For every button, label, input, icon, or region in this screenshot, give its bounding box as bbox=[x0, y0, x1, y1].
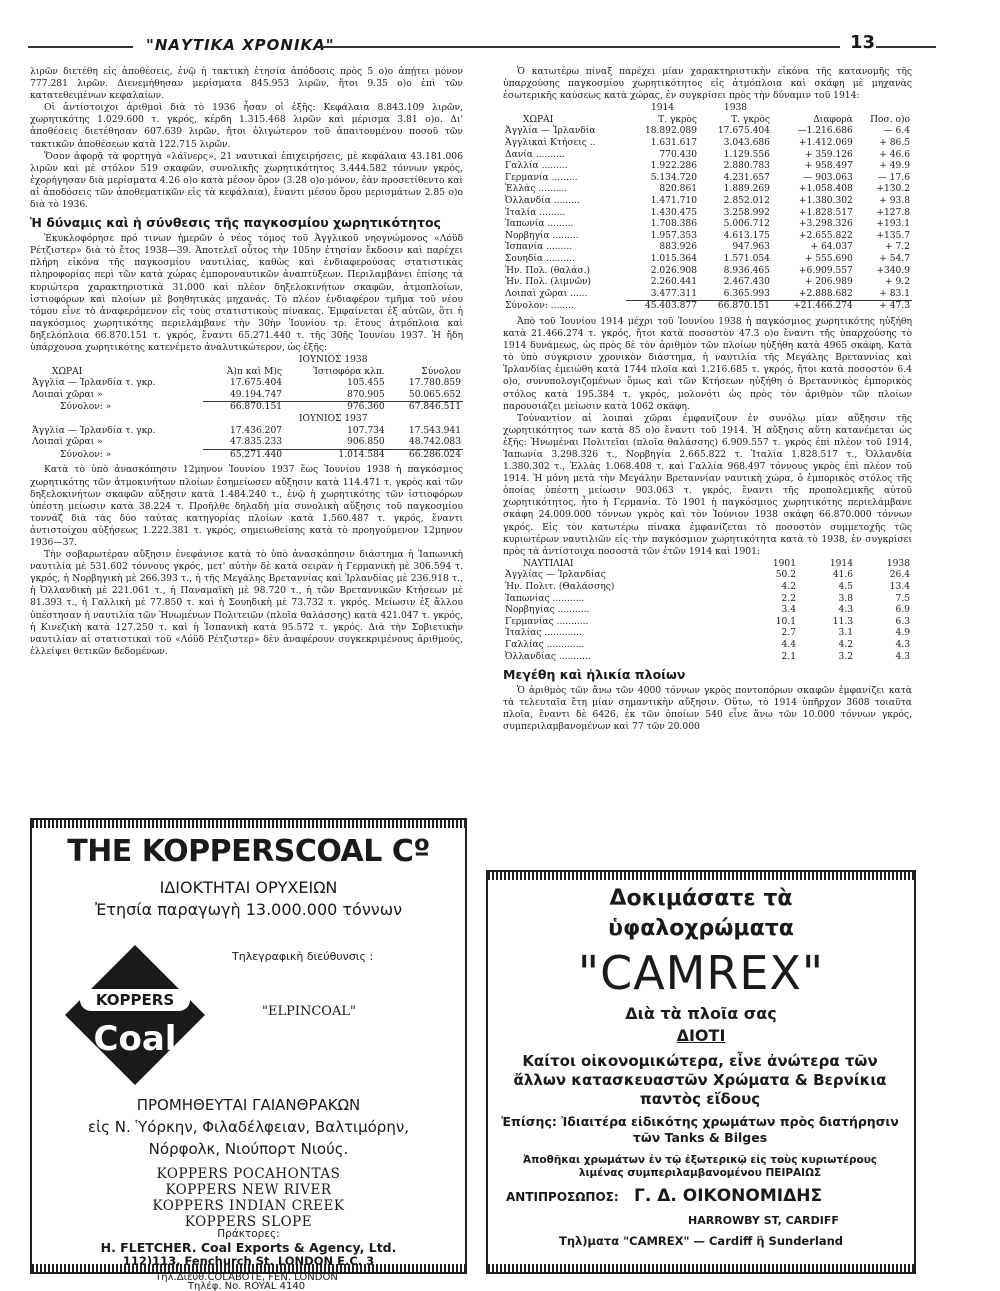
table-cell: Σουηδία .......... bbox=[505, 254, 575, 264]
table-row bbox=[503, 570, 912, 582]
table-cell: Γερμανίας ........... bbox=[505, 616, 589, 627]
table-cell: 8.936.465 bbox=[723, 265, 770, 276]
logo-bottom-text: Coal bbox=[93, 1019, 177, 1059]
koppers-coal-advertisement bbox=[30, 818, 467, 1274]
table-cell: Ἰταλία ......... bbox=[505, 207, 566, 218]
table-cell: +340.9 bbox=[876, 265, 910, 276]
table-cell: +130.2 bbox=[876, 184, 910, 195]
agent-address: HARROWBY ST, CARDIFF bbox=[688, 1214, 839, 1227]
table-cell: 4.231.657 bbox=[723, 172, 770, 183]
table-cell: 3.043.686 bbox=[723, 138, 770, 149]
table-row bbox=[503, 617, 912, 629]
paragraph: Ἐκυκλοφόρησε πρό τινων ἡμερῶν ὁ νέος τόμος τοῦ Ἀγγλικοῦ νηογνώμονος «Λόϋδ Ρέτζιστερ» διὰ τὸ ἔτος 1938—39. Ἀποτελεῖ οὗτος τὴν 105ην ἐτησίαν ἔκδοσιν καὶ παρέχει πλήρη εἰκόνα τῆς παγκοσμίου ναυτιλίας, καθὼς καὶ ἐνδιαφερούσας στατιστικὰς πληροφορίας περὶ τῶν κατὰ χώρας ἐμπορoναυτικῶν ἀναπτύξεων. Περιλαμβάνει ἐπίσης τὰ κυριώτερα χαρακτηριστικὰ 31.000 καὶ πλέον δηξελοκινήτων σκαφῶν, ἀτμοπλοίων, ἱστιοφόρων καὶ πλοίων μὲ βοηθητικὰς μηχανάς. Τὸ πλέον ἐνδιαφέρον τμῆμα τοῦ νέου τόμου εἶνε τὸ ἀναφερόμενον εἰς τοὺς στατιστικοὺς πίνακας. Ἐμφαίνεται ἐξ αὐτῶν, ὅτι ἡ παγκόσμιος χωρητικότης περιελάμβανε τὴν 30ὴν Ἰουνίου τρ. ἔτους ἀτμόπλοια καὶ δηξελόπλοια 66.870.151 τ. γκρός, ἔναντι 65.271.440 τ. τῆς 30ῆς Ἰουνίου 1937. Ἡ ἤδη ὑπάρχουσα χωρητικότης κατενέμετο ἀναλυτικώτερον, ὡς ἑξῆς: bbox=[30, 233, 463, 353]
table-cell: +1.828.517 bbox=[798, 207, 853, 218]
ad-line: Ἐτησία παραγωγὴ 13.000.000 τόννων bbox=[94, 900, 403, 919]
table-cell: +1.380.302 bbox=[798, 196, 853, 207]
table-cell: 2.260.441 bbox=[650, 277, 698, 288]
cable-address: Τηλ)ματα "CAMREX" — Cardiff ἢ Sunderland bbox=[558, 1234, 844, 1248]
table-cell: 1.631.617 bbox=[650, 138, 698, 149]
table-cell: 2.026.908 bbox=[650, 265, 698, 276]
table-cell: 1.430.475 bbox=[650, 207, 698, 218]
table-cell: + 93.8 bbox=[879, 196, 910, 207]
logo-diamond bbox=[65, 945, 205, 1085]
table-cell: Ἀγγλίας — Ἰρλανδίας bbox=[505, 570, 606, 581]
table-cell: Ἱσπανία ......... bbox=[505, 242, 573, 253]
table-cell: 17.780.859 bbox=[408, 378, 461, 389]
column-header: Τ. γκρὸς bbox=[731, 114, 770, 125]
table-cell: 18.892.089 bbox=[644, 126, 698, 137]
table-cell: 820.861 bbox=[659, 184, 698, 195]
column-header: 1901 bbox=[772, 558, 797, 569]
table-cell: + 206.989 bbox=[804, 277, 853, 288]
table-cell: Νορβηγίας ........... bbox=[505, 605, 590, 616]
table-cell: Ἑλλὰς .......... bbox=[505, 184, 568, 195]
table-row bbox=[503, 219, 912, 231]
ad-line: Καίτοι οἰκονομικώτερα, εἶνε ἀνώτερα τῶν ἄλλων κατασκευαστῶν Χρώματα & Βερνίκια παντὸς εἴδους bbox=[513, 1052, 887, 1108]
table-cell: 3.477.311 bbox=[626, 289, 699, 301]
table-cell: 4.4 bbox=[781, 640, 797, 650]
table-cell: 906.850 bbox=[284, 437, 387, 449]
right-column bbox=[503, 66, 912, 868]
table-cell: 66.286.024 bbox=[408, 449, 461, 460]
table-row bbox=[30, 378, 463, 390]
table-row bbox=[30, 449, 463, 461]
table-cell: 13.4 bbox=[889, 582, 910, 593]
page-header bbox=[28, 32, 968, 56]
table-cell: —1.216.686 bbox=[797, 126, 853, 137]
tonnage-by-country-table bbox=[503, 103, 912, 313]
table-row bbox=[30, 437, 463, 449]
column-header: 1914 bbox=[829, 558, 853, 569]
table-cell: 4.9 bbox=[895, 628, 910, 639]
table-row bbox=[503, 301, 912, 313]
camrex-brand: "CAMREX" bbox=[577, 946, 825, 1000]
paragraph: Ὁ ἀριθμὸς τῶν ἄνω τῶν 4000 τόννων γκρὸς ποντοπόρων σκαφῶν ἐμφανίζει κατὰ τὰ τελευταῖα ἔτη μίαν σημαντικὴν αὔξησιν. Οὕτω, τὸ 1914 ὑπῆρχον 3608 τοιαῦτα πλοῖα, ἔναντι δὲ 6426, ἐκ τῶν ὁποίων 540 εἶνε ἄνω τῶν 10.000 τόννων γκρός, συμπεριλαμβανομένων καὶ 77 τῶν 20.000 bbox=[503, 685, 912, 733]
header-rule-middle bbox=[320, 46, 840, 48]
decorative-border-bottom bbox=[488, 1264, 914, 1272]
koppers-coal-logo bbox=[62, 942, 208, 1088]
ad-line: Δοκιμάσατε τὰ bbox=[609, 886, 793, 911]
table-row bbox=[503, 150, 912, 162]
fleet-share-table bbox=[503, 559, 912, 663]
table-cell: 50.2 bbox=[775, 570, 797, 581]
table-cell: 770.430 bbox=[659, 149, 698, 160]
table-row bbox=[503, 652, 912, 664]
table-cell: 4.2 bbox=[838, 640, 853, 650]
table-row bbox=[503, 208, 912, 220]
table-row bbox=[503, 277, 912, 289]
table-row bbox=[503, 161, 912, 173]
ad-line: εἰς Ν. Ὑόρκην, Φιλαδέλφειαν, Βαλτιμόρην, bbox=[88, 1118, 409, 1136]
table-cell: Ἡν. Πολιτ. (Θαλάσσης) bbox=[505, 582, 615, 593]
table-cell: +1.058.408 bbox=[798, 184, 853, 195]
table-row bbox=[503, 231, 912, 243]
table-cell: + 46.6 bbox=[879, 149, 910, 160]
table-row bbox=[503, 138, 912, 150]
table-cell: 48.742.083 bbox=[387, 437, 463, 449]
table-cell: Ἰαπωνίας ........... bbox=[505, 593, 585, 604]
table-row bbox=[503, 266, 912, 278]
table-row bbox=[503, 628, 912, 640]
page-number: 13 bbox=[850, 32, 876, 53]
agent-line: H. FLETCHER. Coal Exports & Agency, Ltd. bbox=[100, 1240, 397, 1255]
table-cell: Γαλλία ......... bbox=[505, 161, 568, 172]
agent-address: 112)113, Fenchurch St. LONDON E.C. 3 bbox=[122, 1254, 375, 1268]
table-cell: 1.571.054 bbox=[723, 254, 770, 264]
table-cell: 17.436.207 bbox=[229, 425, 283, 436]
table-cell: 4.3 bbox=[838, 605, 853, 616]
table-cell: 4.2 bbox=[781, 582, 797, 593]
table-cell: Λοιπαὶ χῶραι » bbox=[32, 390, 103, 401]
ad-line: Ἐπίσης: Ἰδιαιτέρα εἰδικότης χρωμάτων πρὸς διατήρησιν τῶν Tanks & Bilges bbox=[501, 1114, 899, 1145]
paragraph: Κατὰ τὸ ὑπὸ ἀνασκόπησιν 12μηνον Ἰουνίου 1937 ἕως Ἰουνίου 1938 ἡ παγκόσμιος χωρητικότης τῶν ἀτμοκινήτων πλοίων ἐσημείωσεν αὔξησιν κατὰ 114.471 τ. γκρὸς καὶ τῶν δηξελοκινήτων σκαφῶν αὔξησιν κατὰ 1.484.240 τ., ἐνῷ ἡ χωρητικότης τῶν ἱστιοφόρων ὑπέστη μείωσιν κατὰ 38.224 τ. Προῆλθε δηλαδὴ μία συνολικὴ αὔξησις τοῦ παγκοσμίου τοννάζ διὰ τὰς δύο ταύτας κατηγορίας πλοίων κατὰ 1.560.487 τ. γκρός, ἔναντι ἀντιστοίχου αὐξήσεως 1.222.381 τ. γκρός, σημειωθείσης κατὰ τὸ προηγούμενον 12μηνον 1936—37. bbox=[30, 464, 463, 548]
table-cell: Γαλλίας ............. bbox=[505, 640, 585, 650]
paragraph: Τοὐναντίον αἱ λοιπαὶ χῶραι ἐμφανίζουν ἐν συνόλῳ μίαν αὔξησιν τῆς χωρητικότητος των κατὰ 85 ο)ο ἔναντι τοῦ 1914. Ἡ αὔξησις αὕτη κατανέμεται ὡς ἑξῆς: Ἡνωμέναι Πολιτεῖαι (πλοῖα θαλάσσης) 6.909.557 τ. γκρὸς ἐπὶ πλέον τοῦ 1914, Ἰαπωνία 3.298.326 τ., Νορβηγία 2.665.822 τ. Ἰταλία 1.828.517 τ., Ὀλλανδία 1.380.302 τ., Ἑλλὰς 1.068.408 τ. καὶ Γαλλία 968.497 τόννους γκρὸς ἐπὶ πλέον τοῦ 1914. Ἡ μόνη μετὰ τὴν Μεγάλην Βρεταννίαν ναυτικὴ χώρα, ὁ ἐμπορικὸς στόλος τῆς ὁποίας ὑπέστη μείωσιν 903.063 τ. γκρός, ἔναντι τῆς προπολεμικῆς αὐτοῦ χωρητικότητος, ἦτο ἡ Γερμανία. Τὸ 1901 ἡ παγκόσμιος χωρητικότης περιελάμβανε σκάφη 24.009.000 τόννων γκρὸς καὶ τὸν Ἰούνιον 1938 σκάφη 66.870.000 τόννων γκρός. Εἰς τὸν κατωτέρω πίνακα ἐμφανίζεται τὸ ποσοστὸν συμμετοχῆς τῶς κυριωτέρων ναυτιλιῶν εἰς τὴν παγκόσμιον χωρητικότητα κατὰ τὸ 1938, ἐν συγκρίσει πρὸς τὰ ἀντίστοιχα ποσοστὰ τῶν ἐτῶν 1914 καὶ 1901: bbox=[503, 412, 912, 557]
cable-address: Τηλ.Διευθ.COLABOTE, FEN. LONDON bbox=[155, 1272, 338, 1283]
table-cell: + 359.126 bbox=[804, 149, 853, 160]
table-cell: 6.9 bbox=[895, 605, 910, 616]
table-cell: 6.365.993 bbox=[699, 289, 772, 301]
table-cell: + 47.3 bbox=[879, 301, 910, 312]
table-cell: + 7.2 bbox=[885, 242, 910, 253]
column-header: 1938 bbox=[886, 558, 910, 569]
table-cell: 2.467.430 bbox=[723, 277, 770, 288]
table-cell: 1.129.556 bbox=[723, 149, 770, 160]
camrex-advertisement bbox=[486, 870, 916, 1274]
table-cell: 3.1 bbox=[838, 628, 853, 639]
table-cell: Ἀγγλία — Ἰρλανδία τ. γκρ. bbox=[32, 378, 156, 389]
table-cell: Σύνολον: » bbox=[60, 449, 112, 460]
section-heading: Μεγέθη καὶ ἡλικία πλοίων bbox=[503, 667, 686, 683]
table-cell: Σύνολον: » bbox=[60, 402, 112, 413]
tonnage-table-1938-1937 bbox=[30, 355, 463, 461]
telegraph-address: "ELPINCOAL" bbox=[262, 1004, 356, 1019]
table-cell: +2.655.822 bbox=[798, 230, 853, 241]
table-row bbox=[503, 126, 912, 138]
telegraph-label: Τηλεγραφικὴ διεύθυνσις : bbox=[232, 950, 374, 963]
agent-name: Γ. Δ. ΟΙΚΟΝΟΜΙΔΗΣ bbox=[634, 1186, 823, 1206]
column-header: Ἀ)π καὶ Μ)ς bbox=[226, 366, 283, 377]
column-header: Σύνολον bbox=[421, 366, 461, 377]
table-cell: 5.006.712 bbox=[723, 219, 770, 230]
paragraph: λιρῶν διετέθη εἰς ἀποθέσεις, ἐνῷ ἡ τακτικὴ ἐτησία ἀπόδοσις πρὸς 5 ο)ο ἀπῄτει μόνον 777.281 λιρῶν. Διενεμήθησαν μερίσματα 845.953 λιρῶν, ἤτοι 9.35 ο)ο ἐπὶ τῶν κατατεθειμένων κεφαλαίων. bbox=[30, 66, 463, 102]
column-header: ΧΩΡΑΙ bbox=[523, 114, 554, 125]
table-cell: + 83.1 bbox=[855, 289, 912, 301]
table-cell: 107.734 bbox=[347, 425, 385, 436]
table-cell: 4.3 bbox=[895, 640, 910, 650]
table-cell: 2.880.783 bbox=[723, 161, 770, 172]
ad-line: ΙΔΙΟΚΤΗΤΑΙ ΟΡΥΧΕΙΩΝ bbox=[159, 878, 338, 897]
ad-line: ΠΡΟΜΗΘΕΥΤΑΙ ΓΑΙΑΝΘΡΑΚΩΝ bbox=[136, 1096, 361, 1114]
table-cell: Ἀγγλία — Ἰρλανδία τ. γκρ. bbox=[32, 425, 156, 436]
paragraph: Ἀπὸ τοῦ Ἰουνίου 1914 μέχρι τοῦ Ἰουνίου 1938 ἡ παγκόσμιος χωρητικότης ηὐξήθη κατὰ 21.466.274 τ. γκρός, ἤτοι κατὰ ποσοστὸν 47.3 ο)ο ἔναντι τῆς ὑπαρχούσης τὸ 1914 δυνάμεως, ὡς πρὸς δὲ τὸν ἀριθμὸν τῶν πλοίων ηὐξήθη κατὰ 4965 σκάφη. Κατὰ τὸ ὑπὸ σύγκρισιν χρονικὸν διάστημα, ἡ ναυτιλία τῆς Μεγάλης Βρεταννίας καὶ Ἰρλανδίας ἐμειώθη κατὰ 1744 πλοῖα καὶ 1.216.685 τ. γκρός, ἤτοι κατὰ ποσοστὸν 6.4 ο)ο, συνυπολογιζομένων ὅμως καὶ τῶν Κτήσεων ηὐξήθη ὁ Βρεταννικὸς ἐμπορικὸς στόλος κατὰ 195.384 τ. γκρός, μολονότι ὡς πρὸς τὸν ἀριθμὸν τῶν πλοίων παρουσιάζει μείωσιν κατὰ 1062 σκάφη. bbox=[503, 315, 912, 412]
table-cell: + 54.7 bbox=[879, 254, 910, 264]
table-row bbox=[30, 414, 463, 426]
table-cell: +21.466.274 bbox=[793, 301, 853, 312]
table-cell: + 64.037 bbox=[810, 242, 853, 253]
table-cell: +135.7 bbox=[876, 230, 910, 241]
table-cell: +3.298.326 bbox=[798, 219, 853, 230]
table-cell: + 86.5 bbox=[879, 138, 910, 149]
ad-line: Διὰ τὰ πλοῖα σας bbox=[625, 1004, 777, 1023]
decorative-border-top bbox=[32, 820, 465, 828]
table-cell: 1.471.710 bbox=[650, 196, 698, 207]
table-cell: Ὀλλανδία ......... bbox=[505, 196, 580, 207]
table-cell: 17.675.404 bbox=[717, 126, 770, 137]
ad-line: Ἀποθῆκαι χρωμάτων ἐν τῷ ἐξωτερικῷ εἰς τοὺς κυριωτέρους λιμένας συμπεριλαμβανομένου ΠΕΙΡΑΙΩΣ bbox=[522, 1154, 878, 1179]
table-cell: Ἰαπωνία ......... bbox=[505, 219, 574, 230]
table-row bbox=[503, 196, 912, 208]
table-row bbox=[503, 254, 912, 266]
paragraph: Ὅσον ἀφορᾷ τὰ φορτηγὰ «λάϊνερς», 21 ναυτικαὶ ἐπιχειρήσεις, μὲ κεφάλαια 43.181.006 λιρῶν καὶ μὲ στόλον 519 σκαφῶν, συνολικῆς χωρητικότητος 3.444.582 τόννων γκρός, ἐχορήγησαν διὰ μερίσματα 4.26 ο)ο κατὰ μέσον ὅρον (3.28 ο)ο μόνον, ἐὰν προσετίθεντο καὶ αἱ ἀποδόσεις τῶν ἀποθεματικῶν εἰς τὰ κεφάλαια), ἔναντι μέσου ὅρου μερισμάτων 2.85 ο)ο διὰ τὸ 1936. bbox=[30, 150, 463, 211]
table-cell: Ἡν. Πολ. (λιμνῶν) bbox=[505, 277, 592, 288]
table-cell: 947.963 bbox=[732, 242, 770, 253]
table-cell: 1.014.584 bbox=[338, 449, 385, 460]
table-cell: +193.1 bbox=[876, 219, 910, 230]
mine-name: KOPPERS INDIAN CREEK bbox=[152, 1198, 345, 1214]
table-cell: 10.1 bbox=[775, 616, 797, 627]
table-row bbox=[503, 640, 912, 652]
table-cell: 67.846.511 bbox=[408, 402, 461, 413]
table-cell: +2.888.682 bbox=[772, 289, 855, 301]
table-cell: 2.7 bbox=[781, 628, 797, 639]
table-row bbox=[503, 605, 912, 617]
table-cell: — 17.6 bbox=[877, 172, 910, 183]
table-cell: 1.708.386 bbox=[650, 219, 698, 230]
table-cell: 45.403.877 bbox=[644, 301, 698, 312]
agents-label: Πράκτορες: bbox=[217, 1228, 280, 1240]
ad-line: Νόρφολκ, Νιούπορτ Νιούς. bbox=[148, 1140, 349, 1158]
phone-number: Τηλέφ. No. ROYAL 4140 bbox=[187, 1281, 306, 1291]
table-cell: 11.3 bbox=[832, 616, 853, 627]
table-row bbox=[30, 390, 463, 402]
table-cell: Ἀγγλικαὶ Κτήσεις .. bbox=[505, 138, 596, 149]
table-cell: +127.8 bbox=[876, 207, 910, 218]
table-cell: 66.870.151 bbox=[229, 402, 283, 413]
table-cell: Λοιπαὶ χῶραι » bbox=[32, 437, 103, 448]
paragraph: Τὴν σοβαρωτέραν αὔξησιν ἐνεφάνισε κατὰ τὸ ὑπὸ ἀνασκόπησιν διάστημα ἡ Ἰαπωνικὴ ναυτιλία μὲ 531.602 τόννους γκρός, μετ' αὐτὴν δὲ κατὰ σειρὰν ἡ Γερμανικὴ μὲ 306.594 τ. γκρός, ἡ Νορβηγικὴ μὲ 266.393 τ., ἡ τῆς Μεγάλης Βρεταννίας καὶ Ἰρλανδίας μὲ 236.918 τ., ἡ Ὀλλανδικὴ μὲ 221.061 τ., ἡ Παναμαϊκὴ μὲ 98.720 τ., ἡ τῶν Βρεταννικῶν Κτήσεων μὲ 81.393 τ., ἡ Γαλλικὴ μὲ 77.850 τ. καὶ ἡ Σουηδικὴ μὲ 73.732 τ. γκρός. Μείωσιν ἐξ ἄλλου ὑπέστησαν ἡ ναυτιλία τῶν Ἡνωμένων Πολιτειῶν (πλοῖα θαλάσσης) κατὰ 421.047 τ. γκρός, ἡ Κινεζικὴ κατὰ 127.250 τ. καὶ ἡ Ἱσπανικὴ κατὰ 95.572 τ. γκρός. Διὰ τὴν Σοβιετικὴν ναυτιλίαν αἱ στατιστικαὶ τοῦ «Λόϋδ Ρέτζιστερ» δὲν ἀναφέρουν συγκεκριμένους ἀριθμούς, ἐλλείψει θετικῶν δεδομένων. bbox=[30, 549, 463, 657]
table-cell: 1.889.269 bbox=[723, 184, 770, 195]
table-cell: — 6.4 bbox=[883, 126, 910, 137]
column-header: ΧΩΡΑΙ bbox=[52, 366, 83, 377]
table-cell: 870.905 bbox=[284, 390, 387, 402]
table-cell: 3.4 bbox=[781, 605, 797, 616]
table-cell: 3.258.992 bbox=[723, 207, 770, 218]
table-cell: 976.360 bbox=[347, 402, 385, 413]
table-row bbox=[30, 402, 463, 414]
column-header: Διαφορὰ bbox=[813, 114, 853, 125]
table-row bbox=[503, 173, 912, 185]
table-cell: 7.5 bbox=[895, 593, 910, 604]
table-cell: 2.852.012 bbox=[723, 196, 770, 207]
table-row bbox=[503, 582, 912, 594]
paragraph: Ὁ κατωτέρω πίναξ παρέχει μίαν χαρακτηριστικὴν εἰκόνα τῆς κατανομῆς τῆς ὑπαρχούσης παγκοσμίου χωρητικότητος εἰς ἀτμόπλοια καὶ σκάφη μὲ μηχανὰς ἐσωτερικῆς καύσεως κατὰ χώρας, ἐν συγκρίσει πρὸς τὴν δύναμιν τοῦ 1914: bbox=[503, 66, 912, 102]
table-cell: 4.5 bbox=[838, 582, 853, 593]
table-cell: 1.015.364 bbox=[650, 254, 698, 264]
left-column bbox=[30, 66, 463, 810]
table-row bbox=[503, 289, 912, 301]
table-cell: +6.909.557 bbox=[798, 265, 853, 276]
table-cell: 4.613.175 bbox=[723, 230, 770, 241]
table-cell: 2.2 bbox=[781, 593, 797, 604]
ad-line: ΔΙΟΤΙ bbox=[676, 1026, 726, 1045]
agent-label: ΑΝΤΙΠΡΟΣΩΠΟΣ: bbox=[506, 1190, 619, 1204]
table-cell: 5.134.720 bbox=[650, 172, 698, 183]
table-cell: 50.065.652 bbox=[387, 390, 463, 402]
table-cell: 6.3 bbox=[895, 616, 910, 627]
table-cell: 47.835.233 bbox=[203, 437, 284, 449]
decorative-border-top bbox=[488, 872, 914, 880]
table-header-row bbox=[30, 367, 463, 379]
table-cell: Ἰταλίας ............. bbox=[505, 628, 582, 639]
table-cell: 41.6 bbox=[832, 570, 853, 581]
mine-name: KOPPERS NEW RIVER bbox=[165, 1182, 332, 1198]
table-cell: 4.3 bbox=[895, 651, 910, 662]
table-cell: 1.957.353 bbox=[650, 230, 698, 241]
table-cell: 1.922.286 bbox=[650, 161, 698, 172]
table-cell: 65.271.440 bbox=[229, 449, 283, 460]
table-cell: 883.926 bbox=[659, 242, 698, 253]
header-rule-right bbox=[876, 46, 936, 48]
table-row bbox=[503, 103, 912, 115]
column-header: Ποσ. ο)ο bbox=[870, 114, 910, 125]
table-cell: 2.1 bbox=[781, 651, 797, 662]
section-heading: Ἡ δύναμις καὶ ἡ σύνθεσις τῆς παγκοσμίου χωρητικότητος bbox=[30, 215, 441, 231]
table-cell: Ὀλλανδίας ........... bbox=[505, 651, 591, 662]
table-row bbox=[503, 184, 912, 196]
table-cell: Σύνολον: ........ bbox=[505, 301, 574, 312]
year-header: 1914 bbox=[650, 103, 675, 114]
column-header: Τ. γκρὸς bbox=[658, 114, 698, 125]
table-cell: Γερμανία ......... bbox=[505, 172, 578, 183]
header-rule-left bbox=[28, 46, 133, 48]
logo-top-text: KOPPERS bbox=[95, 991, 175, 1009]
table-header-row bbox=[503, 559, 912, 571]
table-cell: Νορβηγία ......... bbox=[505, 230, 579, 241]
table-cell: — 903.063 bbox=[803, 172, 853, 183]
table-cell: + 49.9 bbox=[879, 161, 910, 172]
table-cell: 3.8 bbox=[838, 593, 853, 604]
table-row bbox=[503, 242, 912, 254]
table-cell: 3.2 bbox=[838, 651, 853, 662]
table-heading: ΙΟΥΝΙΟΣ 1937 bbox=[298, 414, 368, 425]
table-cell: 66.870.151 bbox=[717, 301, 770, 312]
table-cell: + 555.690 bbox=[804, 254, 853, 264]
table-row bbox=[30, 355, 463, 367]
table-cell: +1.412.069 bbox=[798, 138, 853, 149]
mine-name: KOPPERS SLOPE bbox=[184, 1214, 313, 1230]
table-heading: ΙΟΥΝΙΟΣ 1938 bbox=[298, 355, 368, 366]
table-header-row bbox=[503, 115, 912, 127]
table-cell: Ἡν. Πολ. (θαλάσ.) bbox=[505, 265, 590, 276]
header-title: "ΝΑΥΤΙΚΑ ΧΡΟΝΙΚΑ" bbox=[146, 36, 335, 54]
table-row bbox=[503, 594, 912, 606]
paragraph: Οἱ ἀντίστοιχοι ἀριθμοὶ διὰ τὸ 1936 ἦσαν οἱ ἑξῆς: Κεφάλαια 8.843.109 λιρῶν, χωρητικότης 1.029.600 τ. γκρός, κέρδη 1.315.468 λιρῶν καὶ μέρισμα 3.81 ο)ο. Δι' ἀποθέσεις διετέθησαν 607.639 λιρῶν, ἤτοι ὀλιγώτερον τοῦ ἀπαιτουμένου ποσοῦ τῶν τακτικῶν ἀποθέσεων κατὰ 122.715 λιρῶν. bbox=[30, 102, 463, 150]
table-cell: Λοιπαὶ χῶραι ...... bbox=[505, 289, 588, 300]
table-row bbox=[30, 426, 463, 438]
year-header: 1938 bbox=[723, 103, 748, 114]
table-cell: 17.543.941 bbox=[408, 425, 461, 436]
column-header: ΝΑΥΤΙΛΙΑΙ bbox=[523, 558, 574, 569]
table-cell: 26.4 bbox=[889, 570, 910, 581]
koppers-brand-title: THE KOPPERSCOAL Cº bbox=[67, 834, 430, 869]
ad-line: ὑφαλοχρώματα bbox=[608, 916, 794, 941]
table-cell: 17.675.404 bbox=[229, 378, 283, 389]
column-header: Ἱστιοφόρα κλπ. bbox=[313, 366, 385, 377]
table-cell: Δανία .......... bbox=[505, 149, 565, 160]
table-cell: Ἀγγλία — Ἰρλανδία bbox=[505, 126, 596, 137]
table-cell: + 958.497 bbox=[804, 161, 853, 172]
mine-name: KOPPERS POCAHONTAS bbox=[156, 1166, 341, 1182]
table-cell: + 9.2 bbox=[885, 277, 910, 288]
table-cell: 105.455 bbox=[347, 378, 385, 389]
table-cell: 49.194.747 bbox=[203, 390, 284, 402]
